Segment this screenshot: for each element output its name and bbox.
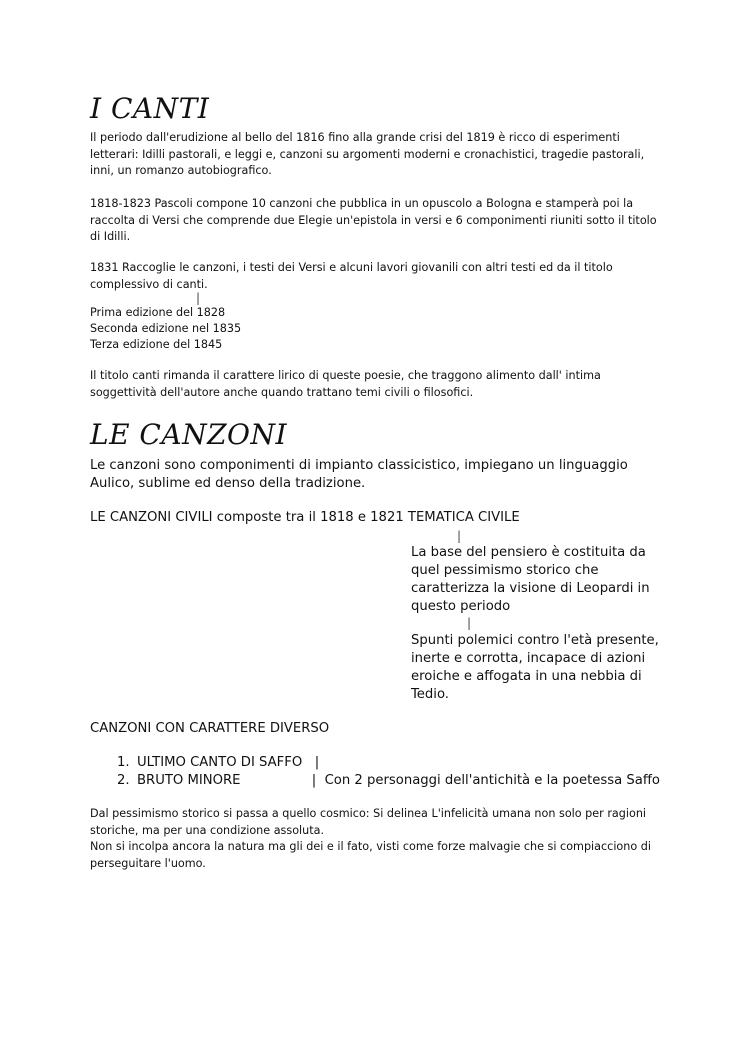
canzoni-diverso-title: CANZONI CON CARATTERE DIVERSO	[90, 721, 330, 736]
list-number: 1.	[117, 755, 130, 770]
note-pessimismo-storico: La base del pensiero è costituita da quel pessimismo storico che caratterizza la visione di Leopardi in questo periodo	[411, 545, 650, 614]
connector-pipe: |	[467, 616, 472, 630]
list-text: BRUTO MINORE | Con 2 personaggi dell'antichità e la poetessa Saffo	[137, 773, 661, 788]
paragraph-canzoni-intro: Le canzoni sono componimenti di impianto classicistico, impiegano un linguaggio Aulico, sublime ed denso della tradizione.	[90, 458, 628, 491]
canzoni-list	[90, 754, 660, 790]
note-spunti-polemici: Spunti polemici contro l'età presente, inerte e corrotta, incapace di azioni eroiche e affogata in una nebbia di Tedio.	[411, 633, 659, 702]
connector-pipe: |	[196, 291, 201, 305]
list-text: ULTIMO CANTO DI SAFFO |	[137, 755, 320, 770]
paragraph-1818-1823: 1818-1823 Pascoli compone 10 canzoni che pubblica in un opuscolo a Bologna e stamperà poi la raccolta di Versi che comprende due Elegie un'epistola in versi e 6 componimenti riuniti sotto il titolo di Idilli.	[90, 197, 657, 243]
canzoni-civili-line: LE CANZONI CIVILI composte tra il 1818 e 1821 TEMATICA CIVILE	[90, 510, 520, 525]
list-item	[90, 754, 660, 772]
list-item	[90, 772, 660, 790]
edition-first: Prima edizione del 1828	[90, 306, 226, 319]
paragraph-titolo-canti: Il titolo canti rimanda il carattere lirico di queste poesie, che traggono alimento dall' intima soggettività dell'autore anche quando trattano temi civili o filosofici.	[90, 369, 601, 399]
edition-third: Terza edizione del 1845	[90, 338, 223, 351]
list-number: 2.	[117, 773, 130, 788]
paragraph-natura: Non si incolpa ancora la natura ma gli dei e il fato, visti come forze malvagie che si compiacciono di perseguitare l'uomo.	[90, 840, 651, 870]
edition-second: Seconda edizione nel 1835	[90, 322, 242, 335]
heading-le-canzoni: LE CANZONI	[90, 418, 288, 451]
paragraph-pessimismo-cosmico: Dal pessimismo storico si passa a quello cosmico: Si delinea L'infelicità umana non solo per ragioni storiche, ma per una condizione assoluta.	[90, 807, 647, 837]
heading-i-canti: I CANTI	[90, 92, 210, 125]
connector-pipe: |	[457, 529, 462, 543]
paragraph-periodo: Il periodo dall'erudizione al bello del 1816 fino alla grande crisi del 1819 è ricco di esperimenti letterari: Idilli pastorali, e leggi e, canzoni su argomenti moderni e cronachistici, tragedie pastorali, inni, un romanzo autobiografico.	[90, 131, 645, 177]
paragraph-1831: 1831 Raccoglie le canzoni, i testi dei Versi e alcuni lavori giovanili con altri testi ed da il titolo complessivo di canti.	[90, 261, 613, 291]
